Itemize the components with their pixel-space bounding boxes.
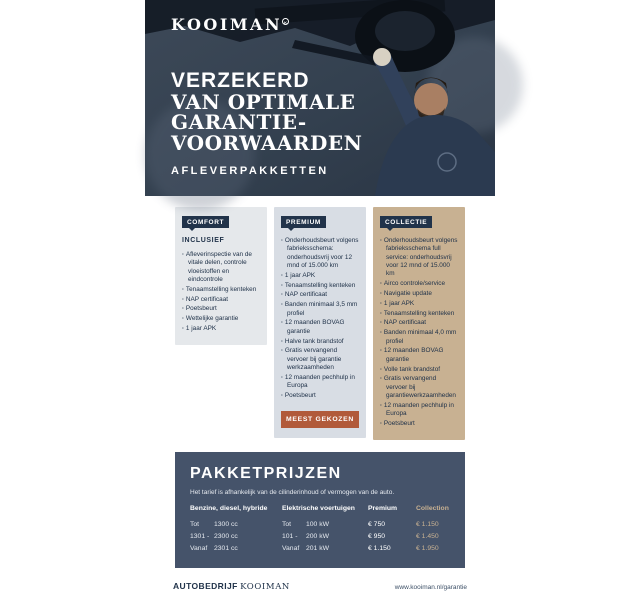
premium-price-cell: € 1.150	[368, 544, 391, 552]
headline-line-4: VOORWAARDEN	[171, 130, 363, 155]
electric-cell: Tot 100 kW	[282, 520, 330, 528]
feature-item: · 1 jaar APK	[281, 272, 359, 280]
comfort-subtitle: INCLUSIEF	[182, 237, 225, 244]
premium-price-cell: € 950	[368, 532, 386, 540]
collection-price-cell: € 1.450	[416, 532, 439, 540]
feature-item: · Wettelijke garantie	[182, 315, 260, 323]
electric-cell: 101 - 200 kW	[282, 532, 330, 540]
feature-item: · Airco controle/service	[380, 280, 458, 288]
price-panel-title: PAKKETPRIJZEN	[190, 464, 342, 482]
feature-item: · Navigatie update	[380, 290, 458, 298]
premium-price-cell: € 750	[368, 520, 386, 528]
feature-item: · Banden minimaal 3,5 mm profiel	[281, 301, 359, 318]
feature-item: · Onderhoudsbeurt volgens fabrieksschema: onderhoudsvrij voor 12 mnd of 15.000 km	[281, 237, 359, 270]
price-table-header	[190, 505, 450, 512]
package-cards	[145, 196, 495, 440]
feature-item: · 12 maanden pechhulp in Europa	[380, 402, 458, 419]
headline-line-3: GARANTIE-	[171, 110, 307, 135]
price-table-row	[190, 531, 450, 543]
feature-item: · NAP certificaat	[182, 296, 260, 304]
feature-item: · Onderhoudsbeurt volgens fabrieksschema full service: onderhoudsvrij voor 12 mnd of 15.000 km	[380, 237, 458, 279]
feature-item: · Afleverinspectie van de vitale delen, controle vloeistoffen en eindcontrole	[182, 251, 260, 284]
col-header-collection: Collection	[416, 504, 449, 512]
fuel-cell: Vanaf 2301 cc	[190, 544, 238, 552]
feature-item: · 1 jaar APK	[380, 300, 458, 308]
col-header-electric: Elektrische voertuigen	[282, 504, 355, 512]
price-table	[190, 505, 450, 555]
footer	[173, 581, 467, 592]
collectie-feature-list	[380, 237, 458, 430]
brand-logo-mark-icon: K	[282, 18, 289, 25]
price-panel	[175, 452, 465, 568]
flyer	[145, 0, 495, 592]
feature-item: · Poetsbeurt	[281, 392, 359, 400]
package-card-collectie	[373, 207, 465, 440]
hero-headline	[171, 70, 362, 153]
col-header-premium: Premium	[368, 504, 398, 512]
feature-item: · Gratis vervangend vervoer bij garantiewerkzaamheden	[380, 375, 458, 400]
feature-item: · 12 maanden BOVAG garantie	[281, 319, 359, 336]
feature-item: · Poetsbeurt	[182, 305, 260, 313]
website-link[interactable]: www.kooiman.nl/garantie	[394, 583, 467, 591]
most-chosen-button[interactable]: MEEST GEKOZEN	[281, 411, 359, 428]
feature-item: · Volle tank brandstof	[380, 366, 458, 374]
package-card-comfort	[175, 207, 267, 345]
collectie-badge: COLLECTIE	[380, 216, 432, 228]
company-name-bold: AUTOBEDRIJF	[173, 580, 238, 591]
brand-logo	[171, 15, 362, 34]
feature-item: · Poetsbeurt	[380, 420, 458, 428]
feature-item: · 1 jaar APK	[182, 325, 260, 333]
premium-badge: PREMIUM	[281, 216, 326, 228]
electric-cell: Vanaf 201 kW	[282, 544, 330, 552]
comfort-feature-list	[182, 251, 260, 335]
hero-section	[145, 0, 495, 196]
price-table-row	[190, 543, 450, 555]
fuel-cell: 1301 - 2300 cc	[190, 532, 238, 540]
feature-item: · Tenaamstelling kenteken	[182, 286, 260, 294]
package-card-premium	[274, 207, 366, 438]
comfort-badge: COMFORT	[182, 216, 229, 228]
collection-price-cell: € 1.150	[416, 520, 439, 528]
price-table-rows	[190, 519, 450, 555]
company-name	[173, 581, 290, 592]
feature-item: · NAP certificaat	[281, 291, 359, 299]
feature-item: · Tenaamstelling kenteken	[281, 282, 359, 290]
feature-item: · NAP certificaat	[380, 319, 458, 327]
feature-item: · Halve tank brandstof	[281, 338, 359, 346]
price-panel-subtitle: Het tarief is afhankelijk van de cilinderinhoud of vermogen van de auto.	[190, 488, 395, 496]
headline-line-1: VERZEKERD	[171, 69, 310, 92]
col-header-fuel: Benzine, diesel, hybride	[190, 504, 268, 512]
company-name-serif: KOOIMAN	[240, 581, 290, 592]
feature-item: · Gratis vervangend vervoer bij garantie werkzaamheden	[281, 347, 359, 372]
feature-item: · 12 maanden BOVAG garantie	[380, 347, 458, 364]
headline-line-2: VAN OPTIMALE	[171, 90, 356, 115]
feature-item: · Tenaamstelling kenteken	[380, 310, 458, 318]
feature-item: · 12 maanden pechhulp in Europa	[281, 374, 359, 391]
feature-item: · Banden minimaal 4,0 mm profiel	[380, 329, 458, 346]
hero-subheadline: AFLEVERPAKKETTEN	[171, 165, 329, 178]
price-table-row	[190, 519, 450, 531]
collection-price-cell: € 1.950	[416, 544, 439, 552]
fuel-cell: Tot 1300 cc	[190, 520, 238, 528]
brand-logo-text: KOOIMAN	[171, 15, 283, 34]
premium-feature-list	[281, 237, 359, 402]
